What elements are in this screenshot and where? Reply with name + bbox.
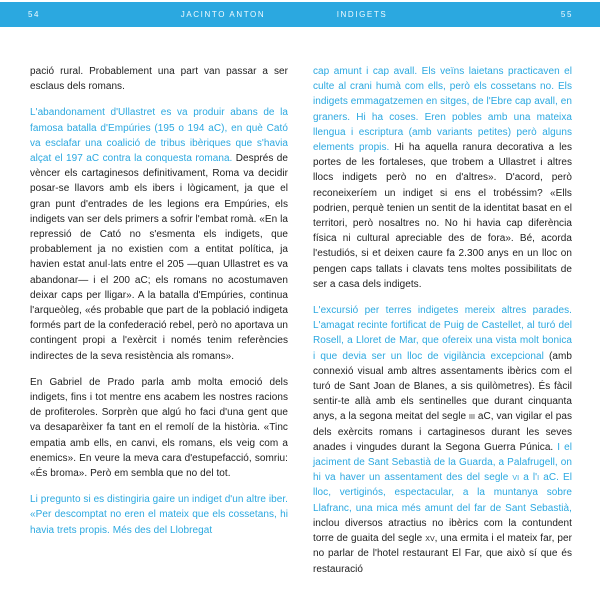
- highlighted-text-segment: I el jaciment de Sant Sebastià de la Guarda, a Palafrugell, on hi va haver un assentament des del segle: [313, 441, 572, 484]
- page-column-right: [313, 64, 572, 577]
- highlighted-text-segment: Li pregunto si es distingiria gaire un indiget d'un altre iber. «Per descomptat no eren el mateix que els cossetans, hi havia trets propis. Més des del Llobregat: [30, 494, 288, 536]
- paragraph: [30, 105, 288, 363]
- page-number-left: 54: [28, 10, 41, 19]
- running-header-title: INDIGETS: [336, 10, 388, 19]
- highlighted-text-segment: L'excursió per terres indigetes mereix altres parades. L'amagat recinte fortificat de Puig de Castellet, al turó del Rosell, a Lloret de Mar, que ofereix una vista molt bonica i que devia ser un lloc de vigilància excepcional: [313, 305, 572, 362]
- body-text-segment: Hi ha aquella ranura decorativa a les portes de les fortaleses, que trobem a Ullastret i altres llocs indigets però no en d'altres». D'acord, però reconeixeríem un indiget si ens el trobéssim? «Ells podrien, perquè tenien un sentit de la identitat basat en el territori, però nosaltres no. No hi havia cap diferència física ni cultural apreciable des de fora». Bé, acorda l'estudiós, si et deixen caure fa 2.300 anys en un lloc on pengen caps tallats i clavats tens moltes possibilitats de ser a casa dels indigets.: [313, 142, 573, 290]
- running-header-bar: [0, 2, 600, 27]
- paragraph: [30, 492, 288, 538]
- highlighted-text-segment: a l': [519, 472, 538, 484]
- body-text-segment: , una ermita i el mateix far, per no parlar de l'hotel restaurant El Far, que això sí que és restauració: [313, 533, 572, 575]
- running-header-author: JACINTO ANTON: [180, 10, 266, 19]
- highlighted-text-segment: i: [537, 472, 540, 484]
- body-text-segment: pació rural. Probablement una part van passar a ser esclaus dels romans.: [30, 66, 288, 93]
- paragraph: [313, 303, 572, 577]
- body-text-segment: (amb connexió visual amb altres assentaments ibèrics com el turó de Sant Joan de Blanes, a sis quilòmetres). És fàcil sentir-te allà amb els sentinelles que durant cinquanta anys, a la segona meitat del segle: [313, 350, 572, 423]
- body-text-segment: xv: [425, 533, 435, 545]
- paragraph: [313, 64, 572, 292]
- body-text-segment: inclou diversos atractius no ibèrics com la contundent torre de guaita del segle: [313, 517, 572, 545]
- body-text-segment: En Gabriel de Prado parla amb molta emoció dels indigets, fins i tot mentre ens acabem les nostres racions de profiteroles. Sorprèn que algú ho faci d'una gent que va desaparèixer fa tant en el remolí de la història. «Tinc empatia amb ells, en canvi, els romans, els veig com a enemics». En veure la meva cara d'estupefacció, somriu: «És broma». Però em sembla que no del tot.: [30, 376, 288, 480]
- highlighted-text-segment: vi: [512, 472, 520, 484]
- body-text-segment: aC, van vigilar el pas dels exèrcits romans i cartaginesos durant les seves anades i vingudes durant la Segona Guerra Púnica.: [313, 411, 572, 453]
- page-column-left: [30, 64, 288, 538]
- body-text-segment: Després de vèncer els cartaginesos definitivament, Roma va decidir posar-se llavors amb els ibers i lògicament, ja que el gran punt d'entrades de les legions era Empúries, els indigets van ser dels primers a sofrir l'embat romà. «En la repressió de Cató no s'esmenta els indigets, que probablement ja no existien com a entitat política, ja havien estat anul·lats entre el 205 —quan Ullastret es va abandonar— i el 200 aC; els romans no acostumaven deixar caps per lligar». A la batalla d'Empúries, continua l'arqueòleg, «és probable que part de la població indigeta formés part de la confederació rebel, però no aportava un contingent propi a l'exèrcit i només tenim referències indirectes de la seva resistència als romans».: [30, 153, 289, 362]
- highlighted-text-segment: L'abandonament d'Ullastret es va produir abans de la famosa batalla d'Empúries (195 o 194 aC), en què Cató va esclafar una coalició de tribus ibèriques que s'havia alçat el 197 aC contra la conquesta romana.: [30, 107, 288, 165]
- highlighted-text-segment: cap amunt i cap avall. Els veïns laietans practicaven el culte al crani humà com ells, però els cossetans no. Els indigets emmagatzemen en sitges, de l'Ebre cap avall, en graners. Hi ha coses. Eren pobles amb una mateixa llengua i escriptura (amb variants petites) però alguns elements propis.: [313, 66, 572, 154]
- paragraph: [30, 64, 288, 94]
- page-number-right: 55: [560, 10, 573, 19]
- body-text-segment: iii: [469, 411, 476, 423]
- highlighted-text-segment: aC. El lloc, vertiginós, espectacular, a la muntanya sobre Llafranc, una mica més amunt del far de Sant Sebastià,: [313, 472, 573, 514]
- paragraph: [30, 375, 288, 481]
